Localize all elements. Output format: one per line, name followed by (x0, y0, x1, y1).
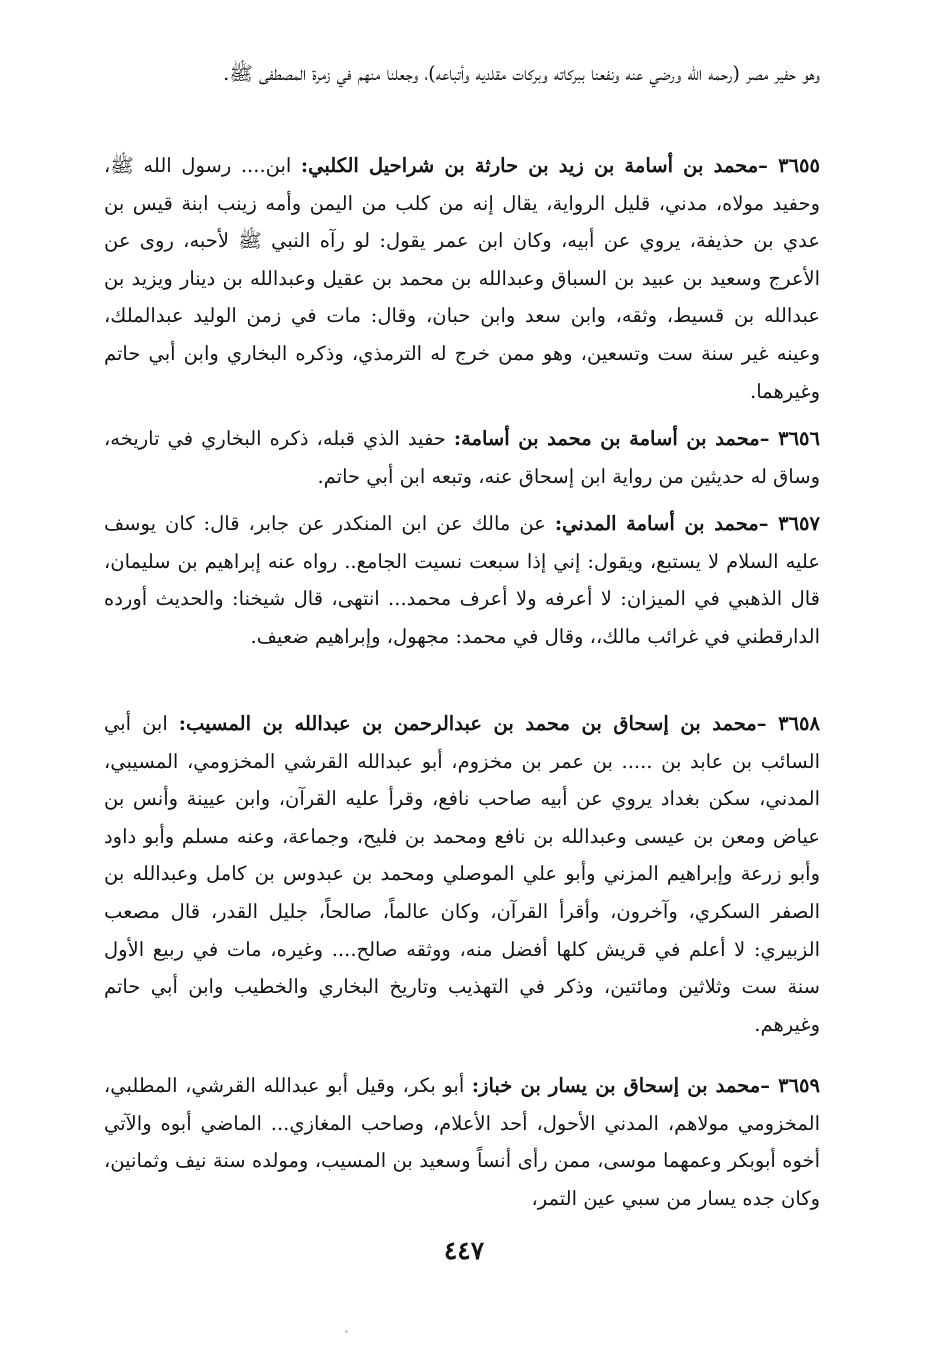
entry-3658 (104, 705, 820, 1043)
entry-body: ابن.... رسول الله ﷺ، وحفيد مولاه، مدني، قليل الرواية، يقال إنه من كلب من اليمن وأمه زينب ابنة قيس بن عدي بن حذيفة، يروي عن أبيه، وكان ابن عمر يقول: لو رآه النبي ﷺ لأحبه، روى عن الأعرج وسعيد بن عبيد بن السباق وعبدالله بن محمد بن عقيل وعبدالله بن دينار ويزيد بن عبدالله بن قسيط، وثقه، وابن سعد وابن حبان، وقال: مات في زمن الوليد عبدالملك، وعينه غير سنة ست وتسعين، وهو ممن خرج له الترمذي، وذكره البخاري وابن أبي حاتم وغيرهما. (104, 154, 820, 403)
entry-name: محمد بن أسامة بن محمد بن أسامة: (453, 427, 760, 450)
entry-number: ٣٦٥٨ – (757, 712, 820, 735)
entry-3657 (104, 505, 820, 655)
entry-body: أبو بكر، وقيل أبو عبدالله القرشي، المطلبي، المخزومي مولاهم، المدني الأحول، أحد الأعلام، وصاحب المغازي... الماضي أبوه والآتي أخوه أبوبكر وعمهما موسى، ممن رأى أنساً وسعيد بن المسيب، ومولده سنة نيف وثمانين، وكان جده يسار من سبي عين التمر، (104, 1074, 820, 1210)
entry-body: حفيد الذي قبله، ذكره البخاري في تاريخه، وساق له حديثين من رواية ابن إسحاق عنه، وتبعه ابن أبي حاتم. (104, 427, 820, 488)
page-number: ٤٤٧ (443, 1236, 485, 1265)
entry-name: محمد بن أسامة المدني: (554, 512, 759, 535)
intro-text: وهو حفير مصر (رحمه الله ورضي عنه ونفعنا ببركاته وبركات مقلديه وأتباعه)، وجعلنا منهم في زمرة المصطفى ﷺ. (223, 62, 820, 85)
entry-name: محمد بن إسحاق بن محمد بن عبدالرحمن بن عبدالله بن المسيب: (178, 712, 757, 735)
intro-paragraph (104, 55, 820, 93)
entry-body: عن مالك عن ابن المنكدر عن جابر، قال: كان يوسف عليه السلام لا يستبع، ويقول: إني إذا سبعت نسيت الجامع.. رواه عنه إبراهيم بن سليمان، قال الذهبي في الميزان: لا أعرفه ولا أعرف محمد... انتهى، قال شيخنا: والحديث أورده الدارقطني في غرائب مالك،، وقال في محمد: مجهول، وإبراهيم ضعيف. (104, 512, 820, 648)
scan-speck (345, 1330, 348, 1333)
entry-3659 (104, 1067, 820, 1217)
entry-body: ابن أبي السائب بن عابد بن ..... بن عمر بن مخزوم، أبو عبدالله القرشي المخزومي، المسيبي، المدني، سكن بغداد يروي عن أبيه صاحب نافع، وقرأ عليه القرآن، وابن عيينة وأنس بن عياض ومعن بن عيسى وعبدالله بن نافع ومحمد بن فليح، وجماعة، وعنه مسلم وأبو داود وأبو زرعة وإبراهيم المزني وأبو علي الموصلي ومحمد بن عبدوس بن كامل وعبدالله بن الصفر السكري، وآخرون، وأقرأ القرآن، وكان عالماً، صالحاً، جليل القدر، قال مصعب الزبيري: لا أعلم في قريش كلها أفضل منه، ووثقه صالح.... وغيره، مات في ربيع الأول سنة ست وثلاثين ومائتين، وذكر في التهذيب وتاريخ البخاري والخطيب وابن أبي حاتم وغيرهم. (104, 712, 820, 1036)
entry-number: ٣٦٥٥ – (758, 154, 820, 177)
entry-3656 (104, 420, 820, 495)
entry-number: ٣٦٥٦ – (760, 427, 820, 450)
entry-3655 (104, 147, 820, 410)
entry-name: محمد بن إسحاق بن يسار بن خباز: (471, 1074, 761, 1097)
entry-number: ٣٦٥٧ – (759, 512, 820, 535)
entry-name: محمد بن أسامة بن زيد بن حارثة بن شراحيل الكلبي: (300, 154, 759, 177)
entry-number: ٣٦٥٩ – (760, 1074, 820, 1097)
